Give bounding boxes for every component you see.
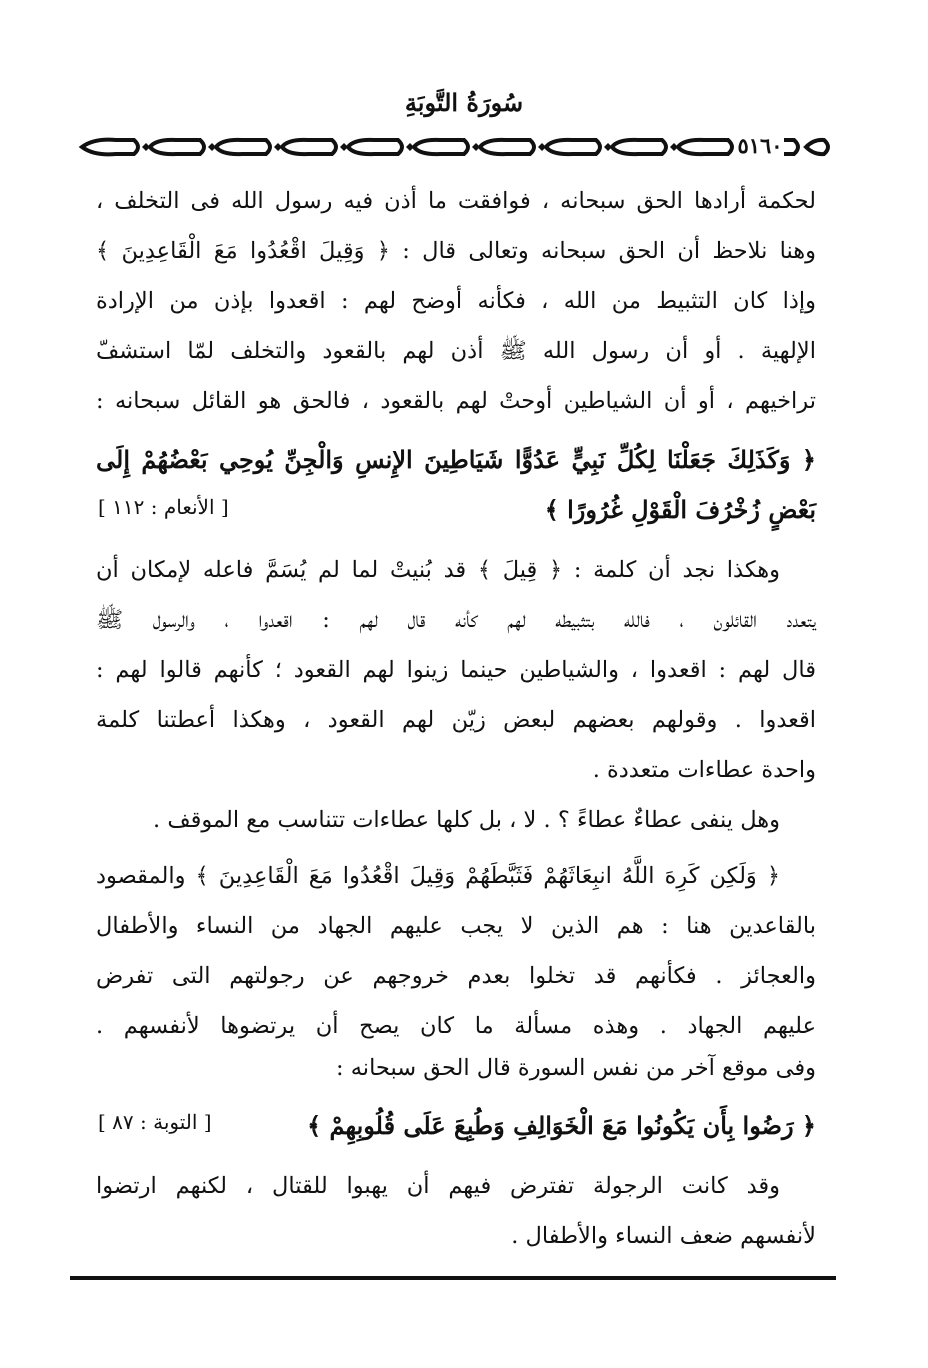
body-line: اقعدوا . وقولهم بعضهم لبعض زيّن لهم القعود ، وهكذا أعطتنا كلمة — [96, 707, 816, 733]
body-line: الإلهية . أو أن رسول الله ﷺ أذن لهم بالقعود والتخلف لمّا استشفّ — [96, 338, 816, 364]
body-line: وهكذا نجد أن كلمة : ﴿ قِيلَ ﴾ قد بُنيتْ لما لم يُسَمَّ فاعله لإمكان أن — [96, 557, 780, 583]
body-line: يتعدد القائلون ، فالله بتثبيطه لهم كأنه قال لهم : اقعدوا ، والرسول ﷺ — [96, 607, 816, 633]
body-line: وفى موقع آخر من نفس السورة قال الحق سبحانه : — [336, 1055, 816, 1081]
verse-reference: [ التوبة : ٨٧ ] — [98, 1110, 212, 1134]
body-line: وهل ينفى عطاءٌ عطاءً ؟ . لا ، بل كلها عطاءات تتناسب مع الموقف . — [153, 807, 780, 833]
body-line: لحكمة أرادها الحق سبحانه ، فوافقت ما أذن فيه رسول الله فى التخلف ، — [96, 188, 816, 214]
body-line: لأنفسهم ضعف النساء والأطفال . — [511, 1223, 816, 1249]
body-line: وهنا نلاحظ أن الحق سبحانه وتعالى قال : ﴿ وَقِيلَ اقْعُدُوا مَعَ الْقَاعِدِينَ ﴾ — [96, 238, 816, 264]
quran-verse-line: ﴿ رَضُوا بِأَن يَكُونُوا مَعَ الْخَوَالِفِ وَطُبِعَ عَلَى قُلُوبِهِمْ ﴾ — [307, 1111, 816, 1140]
quran-verse-line: ﴿ وَكَذَلِكَ جَعَلْنَا لِكُلِّ نَبِيٍّ عَدُوًّا شَيَاطِينَ الإِنسِ وَالْجِنِّ يُوحِي بَعْضُهُمْ إِلَى — [96, 445, 816, 474]
body-line: وإذا كان التثبيط من الله ، فكأنه أوضح لهم : اقعدوا بإذن من الإرادة — [96, 288, 816, 314]
body-line: واحدة عطاءات متعددة . — [592, 757, 816, 783]
surah-title: سُورَةُ التَّوبَةِ — [404, 88, 524, 117]
ornamental-chain-divider — [76, 134, 836, 160]
verse-reference: [ الأنعام : ١١٢ ] — [98, 495, 229, 519]
body-line: تراخيهم ، أو أن الشياطين أوحتْ لهم بالقعود ، فالحق هو القائل سبحانه : — [96, 388, 816, 414]
footer-rule — [70, 1276, 836, 1280]
body-line: بالقاعدين هنا : هم الذين لا يجب عليهم الجهاد من النساء والأطفال — [96, 913, 816, 939]
body-line: والعجائز . فكأنهم قد تخلوا بعدم خروجهم عن رجولتهم التى تفرض — [96, 963, 816, 989]
body-line: ﴿ وَلَكِن كَرِهَ اللَّهُ انبِعَاثَهُمْ فَثَبَّطَهُمْ وَقِيلَ اقْعُدُوا مَعَ الْقَاعِدِينَ ﴾ والمقصود — [96, 863, 780, 889]
body-line: عليهم الجهاد . وهذه مسألة ما كان يصح أن يرتضوها لأنفسهم . — [96, 1013, 816, 1039]
body-line: قال لهم : اقعدوا ، والشياطين حينما زينوا لهم القعود ؛ كأنهم قالوا لهم : — [96, 657, 816, 683]
page-number: ٥١٦٠ — [737, 133, 783, 158]
body-line: وقد كانت الرجولة تفترض فيهم أن يهبوا للقتال ، لكنهم ارتضوا — [96, 1173, 780, 1199]
quran-verse-line: بَعْضٍ زُخْرُفَ الْقَوْلِ غُرُورًا ﴾ — [544, 495, 816, 524]
